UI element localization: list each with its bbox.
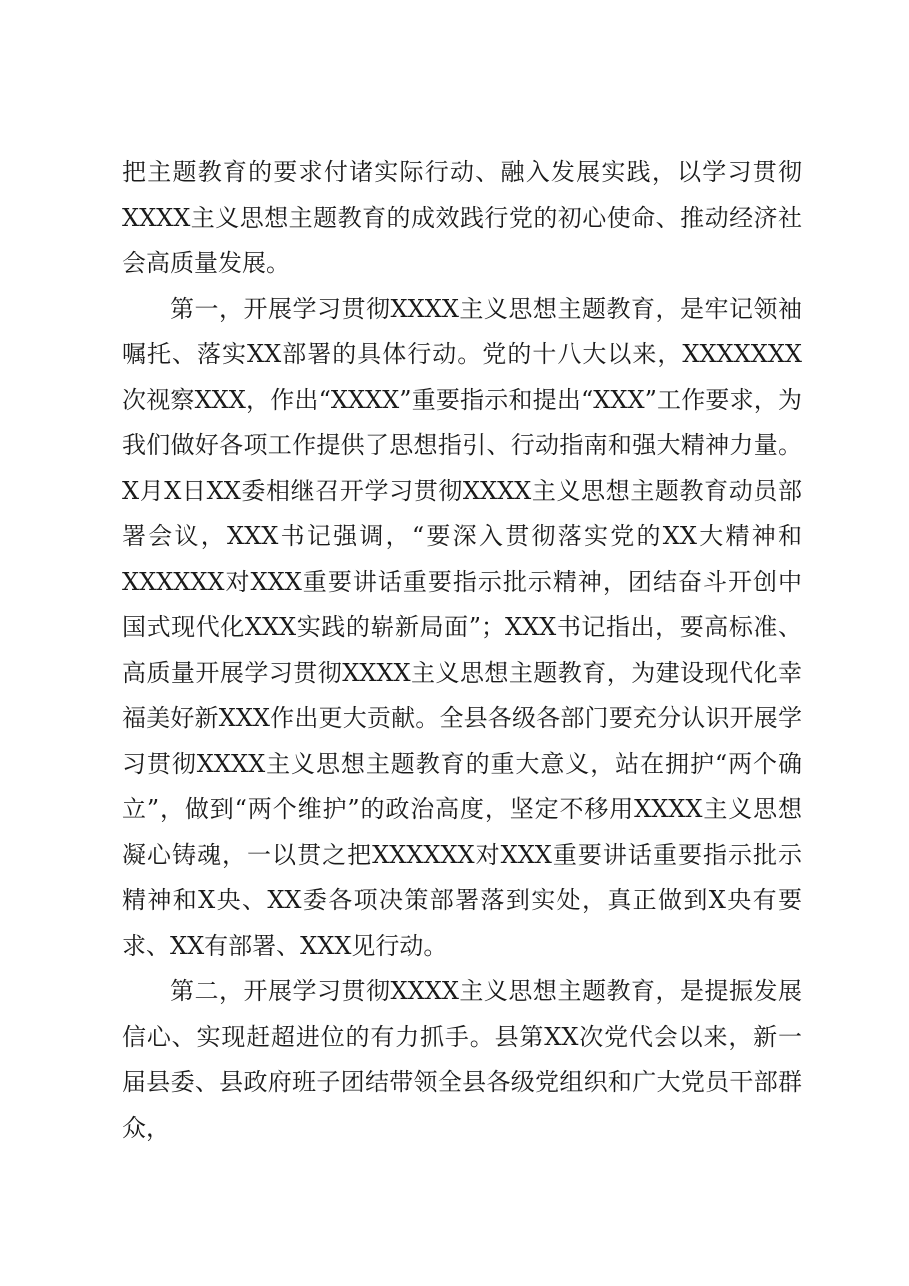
paragraph-intro: 把主题教育的要求付诸实际行动、融入发展实践，以学习贯彻XXXX主义思想主题教育的成效践行党的初心使命、推动经济社会高质量发展。: [122, 158, 802, 277]
paragraph-first-point: 第一，开展学习贯彻XXXX主义思想主题教育，是牢记领袖嘱托、落实XX部署的具体行动。党的十八大以来，XXXXXXX次视察XXX，作出“XXXX”重要指示和提出“XXX”工作要求，为我们做好各项工作提供了思想指引、行动指南和强大精神力量。X月X日XX委相继召开学习贯彻XXXX主义思想主题教育动员部署会议，XXX书记强调，“要深入贯彻落实党的XX大精神和XXXXXX对XXX重要讲话重要指示批示精神，团结奋斗开创中国式现代化XXX实践的崭新局面”；XXX书记指出，要高标准、高质量开展学习贯彻XXXX主义思想主题教育，为建设现代化幸福美好新XXX作出更大贡献。全县各级各部门要充分认识开展学习贯彻XXXX主义思想主题教育的重大意义，站在拥护“两个确立”，做到“两个维护”的政治高度，坚定不移用XXXX主义思想凝心铸魂，一以贯之把XXXXXX对XXX重要讲话重要指示批示精神和X央、XX委各项决策部署落到实处，真正做到X央有要求、XX有部署、XXX见行动。: [122, 294, 802, 960]
paragraph-second-point: 第二，开展学习贯彻XXXX主义思想主题教育，是提振发展信心、实现赶超进位的有力抓手。县第XX次党代会以来，新一届县委、县政府班子团结带领全县各级党组织和广大党员干部群众，: [122, 977, 802, 1142]
document-body: [122, 150, 802, 1151]
